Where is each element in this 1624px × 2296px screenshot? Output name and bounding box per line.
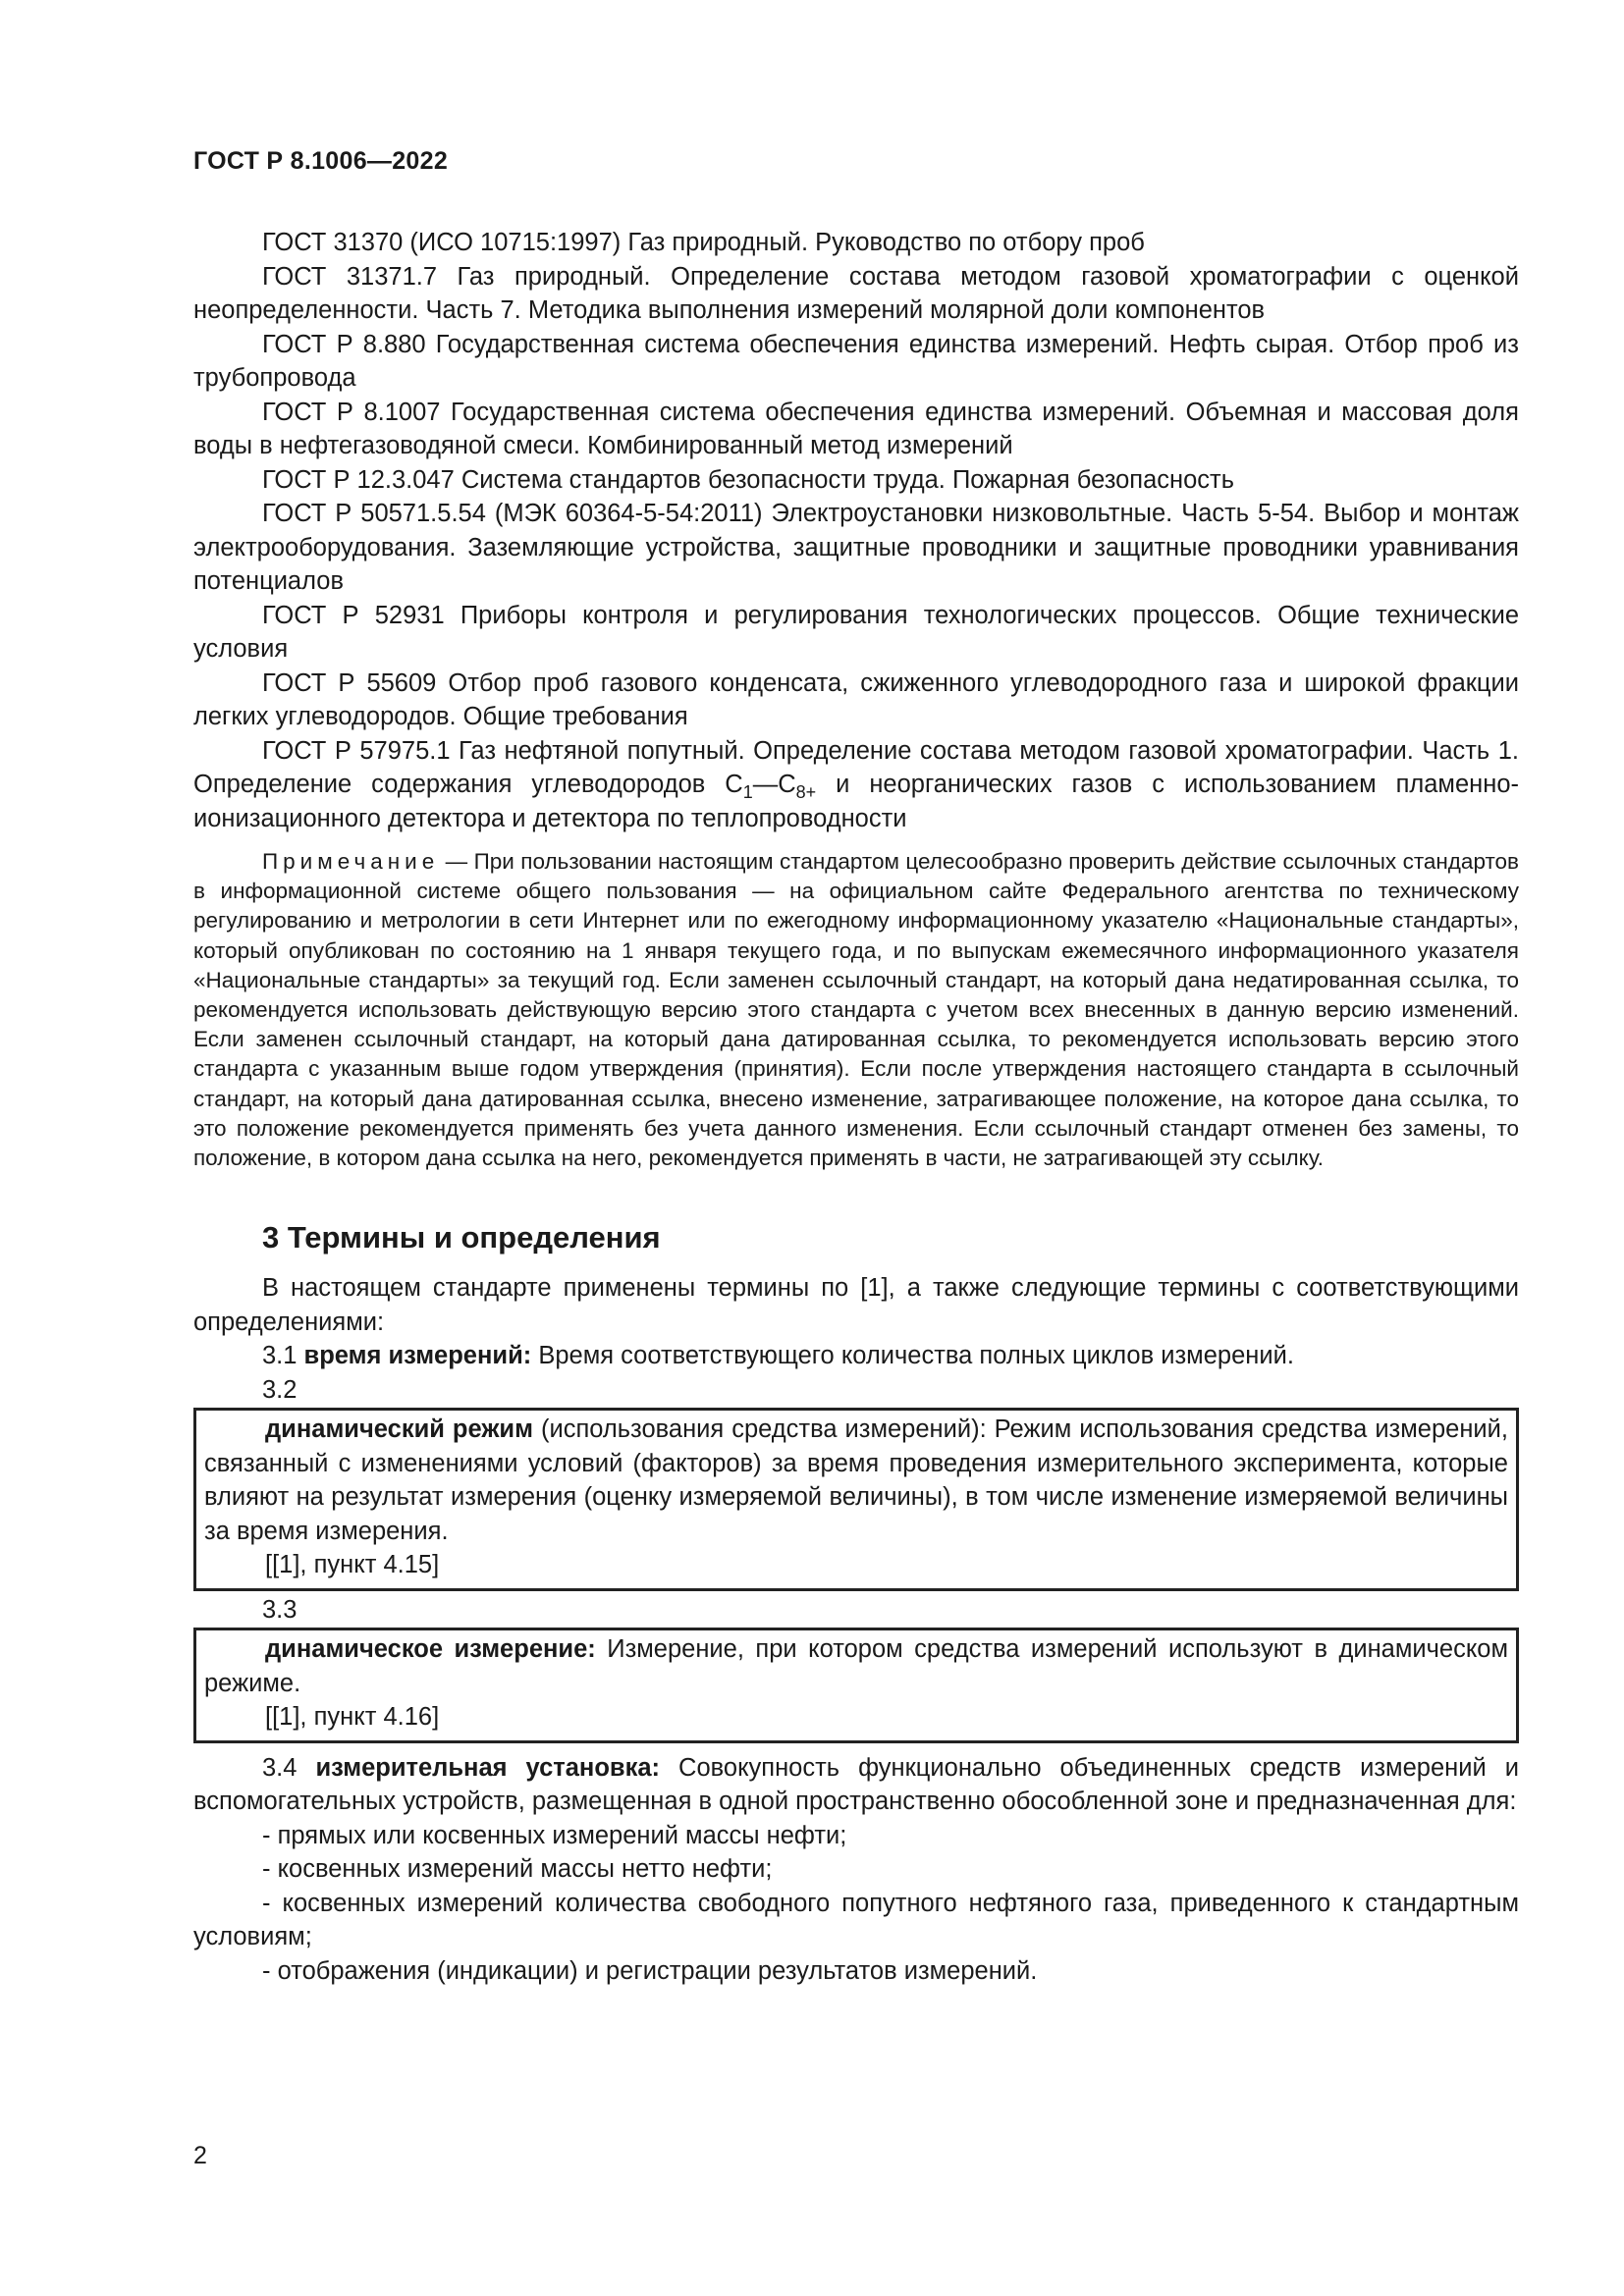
ref-text-part2: и неорганических газов с использованием пламенно-ионизационного детектора и детектора по теплопроводности — [193, 771, 1519, 832]
ref-gost-r-8-1007: ГОСТ Р 8.1007 Государственная система обеспечения единства измерений. Объемная и массовая доля воды в нефтегазоводяной смеси. Комбинированный метод измерений — [193, 398, 1519, 459]
note-label: Примечание — [262, 849, 440, 874]
ref-gost-31370: ГОСТ 31370 (ИСО 10715:1997) Газ природный. Руководство по отбору проб — [262, 229, 1145, 256]
section-3-title: 3 Термины и определения — [262, 1220, 661, 1255]
term-3-2-source: [[1], пункт 4.15] — [265, 1551, 440, 1579]
ref-gost-31371-7: ГОСТ 31371.7 Газ природный. Определение состава методом газовой хроматографии с оценкой неопределенности. Часть 7. Методика выполнения измерений молярной доли компонентов — [193, 262, 1519, 324]
ref-gost-r-50571-5-54: ГОСТ Р 50571.5.54 (МЭК 60364-5-54:2011) Электроустановки низковольтные. Часть 5-54. Выбор и монтаж электрооборудования. Заземляющие устройства, защитные проводники и защитные проводники уравнивания потенциалов — [193, 500, 1519, 595]
ref-gost-r-57975-1 — [193, 734, 1519, 836]
list-item: - прямых или косвенных измерений массы нефти; — [262, 1821, 847, 1849]
list-item: - косвенных измерений массы нетто нефти; — [262, 1855, 773, 1884]
ref-text-dash: —С — [752, 771, 796, 798]
ref-text-part1: ГОСТ Р 57975.1 Газ нефтяной попутный. Определение состава методом газовой хроматографии. Часть 1. Определение содержания углеводородов С — [193, 736, 1519, 798]
ref-gost-r-55609: ГОСТ Р 55609 Отбор проб газового конденсата, сжиженного углеводородного газа и широкой фракции легких углеводородов. Общие требования — [193, 668, 1519, 730]
document-body — [193, 226, 1519, 1988]
note-block — [193, 847, 1519, 1173]
term-3-3-num: 3.3 — [262, 1595, 298, 1624]
ref-gost-r-12-3-047: ГОСТ Р 12.3.047 Система стандартов безопасности труда. Пожарная безопасность — [262, 465, 1235, 494]
subscript-8plus: 8+ — [795, 782, 817, 802]
term-3-3 — [204, 1632, 1508, 1700]
term-3-2-box — [193, 1408, 1519, 1591]
ref-gost-r-8-880: ГОСТ Р 8.880 Государственная система обеспечения единства измерений. Нефть сырая. Отбор проб из трубопровода — [193, 330, 1519, 392]
term-3-1-def: Время соответствующего количества полных циклов измерений. — [531, 1342, 1294, 1370]
term-3-1-term: время измерений: — [303, 1342, 532, 1370]
list-item: - отображения (индикации) и регистрации результатов измерений. — [262, 1956, 1038, 1985]
section-3-intro: В настоящем стандарте применены термины по [1], а также следующие термины с соответствующими определениями: — [193, 1274, 1519, 1336]
term-3-4-def: Совокупность функционально объединенных средств измерений и вспомогательных устройств, размещенная в одной пространственно обособленной зоне и предназначенная для: — [193, 1753, 1519, 1816]
document-header: ГОСТ Р 8.1006—2022 — [193, 147, 449, 175]
term-3-2 — [204, 1413, 1508, 1548]
term-3-3-box — [193, 1628, 1519, 1743]
term-3-2-num: 3.2 — [262, 1375, 298, 1404]
term-3-2-def: (использования средства измерений): Режим использования средства измерений, связанный с изменениями условий (факторов) за время проведения измерительного эксперимента, которые влияют на результат измерения (оценку измеряемой величины), в том числе изменение измеряемой величины за время измерения. — [204, 1415, 1508, 1545]
term-3-2-term: динамический режим — [265, 1415, 533, 1444]
term-3-3-source: [[1], пункт 4.16] — [265, 1703, 440, 1732]
note-text: — При пользовании настоящим стандартом целесообразно проверить действие ссылочных стандартов в информационной системе общего пользования — на официальном сайте Федерального агентства по техническому регулированию и метрологии в сети Интернет или по ежегодному информационному указателю «Национальные стандарты», который опубликован по состоянию на 1 января текущего года, и по выпускам ежемесячного информационного указателя «Национальные стандарты» за текущий год. Если заменен ссылочный стандарт, на который дана недатированная ссылка, то рекомендуется использовать действующую версию этого стандарта с учетом всех внесенных в данную версию изменений. Если заменен ссылочный стандарт, на который дана датированная ссылка, то рекомендуется использовать версию этого стандарта с указанным выше годом утверждения (принятия). Если после утверждения настоящего стандарта в ссылочный стандарт, на который дана датированная ссылка, внесено изменение, затрагивающее положение, на которое дана ссылка, то это положение рекомендуется применять без учета данного изменения. Если ссылочный стандарт отменен без замены, то положение, в котором дана ссылка на него, рекомендуется применять в части, не затрагивающей эту ссылку. — [193, 849, 1519, 1171]
term-3-4 — [193, 1751, 1519, 1819]
page-number: 2 — [193, 2142, 207, 2169]
ref-gost-r-52931: ГОСТ Р 52931 Приборы контроля и регулирования технологических процессов. Общие технические условия — [193, 601, 1519, 663]
term-3-3-term: динамическое измерение: — [265, 1635, 596, 1664]
term-3-4-num: 3.4 — [262, 1753, 316, 1782]
term-3-1-num: 3.1 — [262, 1342, 304, 1370]
subscript-1: 1 — [742, 782, 753, 802]
term-3-4-term: измерительная установка: — [315, 1753, 661, 1782]
term-3-3-def: Измерение, при котором средства измерений используют в динамическом режиме. — [204, 1635, 1509, 1697]
list-item: - косвенных измерений количества свободного попутного нефтяного газа, приведенного к стандартным условиям; — [193, 1889, 1519, 1951]
term-3-1 — [193, 1339, 1519, 1373]
